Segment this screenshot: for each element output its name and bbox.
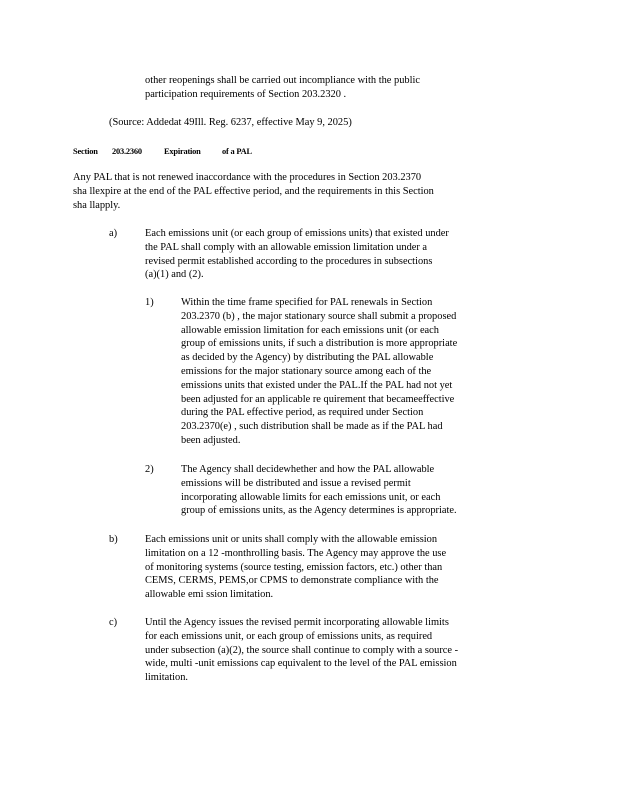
intro-paragraph	[73, 171, 434, 212]
text-line: Each emissions unit or units shall comply with the allowable emission	[145, 534, 438, 545]
text-line: 203.2370(e) , such distribution shall be made as if the PAL had	[181, 421, 443, 433]
text-line: under subsection (a)(2), the source shall continue to comply with a source -	[145, 644, 459, 656]
item-c-paragraph	[145, 616, 458, 685]
item-label-c: c)	[109, 617, 118, 628]
text-line: been adjusted for an applicable re quirement that becameeffective	[181, 393, 455, 405]
source-note	[109, 116, 352, 130]
text-line: during the PAL effective period, as required under Section	[181, 407, 424, 419]
section-number: 203.2360	[112, 147, 142, 156]
text-line: other reopenings shall be carried out incompliance with the public	[145, 75, 420, 86]
text-line: been adjusted.	[181, 434, 241, 446]
section-title-rest: of a PAL	[222, 147, 252, 156]
subitem-label-1: 1)	[145, 297, 154, 308]
item-label-a: a)	[109, 228, 118, 239]
text-line: emissions for the major stationary source among each of the	[181, 365, 432, 377]
item-b-paragraph	[145, 533, 446, 602]
subitem-2-paragraph	[181, 463, 457, 518]
text-line: group of emissions units, as the Agency determines is appropriate.	[181, 505, 457, 517]
text-line: Within the time frame specified for PAL renewals in Section	[181, 297, 433, 308]
text-line: for each emissions unit, or each group of emissions units, as required	[145, 630, 433, 642]
text-line: incorporating allowable limits for each emissions unit, or each	[181, 491, 441, 503]
text-line: group of emissions units, if such a distribution is more appropriate	[181, 338, 458, 350]
item-label-b: b)	[109, 534, 118, 545]
text-line: (a)(1) and (2).	[145, 269, 204, 281]
text-line: revised permit established according to the procedures in subsections	[145, 255, 433, 267]
section-label: Section	[73, 147, 98, 156]
text-line: emissions units that existed under the PAL.If the PAL had not yet	[181, 379, 453, 391]
text-line: Any PAL that is not renewed inaccordance with the procedures in Section 203.2370	[73, 172, 422, 183]
text-line: sha llapply.	[73, 199, 121, 211]
text-line: participation requirements of Section 203.2320 .	[145, 88, 347, 100]
text-line: The Agency shall decidewhether and how the PAL allowable	[181, 464, 435, 475]
text-line: wide, multi -unit emissions cap equivalent to the level of the PAL emission	[145, 658, 457, 670]
text-line: as decided by the Agency) by distributing the PAL allowable	[181, 352, 434, 364]
text-line: CEMS, CERMS, PEMS,or CPMS to demonstrate compliance with the	[145, 575, 439, 587]
text-line: Each emissions unit (or each group of emissions units) that existed under	[145, 228, 449, 239]
text-line: allowable emi ssion limitation.	[145, 589, 274, 601]
section-heading	[73, 145, 98, 159]
text-line: limitation on a 12 -monthrolling basis. The Agency may approve the use	[145, 547, 447, 559]
text-line: emissions will be distributed and issue a revised permit	[181, 477, 411, 489]
text-line: 203.2370 (b) , the major stationary source shall submit a proposed	[181, 310, 457, 322]
text-line: Until the Agency issues the revised permit incorporating allowable limits	[145, 617, 449, 628]
section-title: Expiration	[164, 147, 201, 156]
continuation-paragraph	[145, 74, 420, 102]
text-line: the PAL shall comply with an allowable emission limitation under a	[145, 241, 428, 253]
text-line: allowable emission limitation for each emissions unit (or each	[181, 324, 439, 336]
subitem-label-2: 2)	[145, 464, 154, 475]
item-a-paragraph	[145, 227, 449, 282]
source-note-text: (Source: Addedat 49Ill. Reg. 6237, effective May 9, 2025)	[109, 117, 352, 128]
text-line: limitation.	[145, 672, 189, 684]
text-line: of monitoring systems (source testing, emission factors, etc.) other than	[145, 561, 443, 573]
text-line: sha llexpire at the end of the PAL effective period, and the requirements in this Section	[73, 185, 434, 197]
subitem-1-paragraph	[181, 296, 457, 448]
